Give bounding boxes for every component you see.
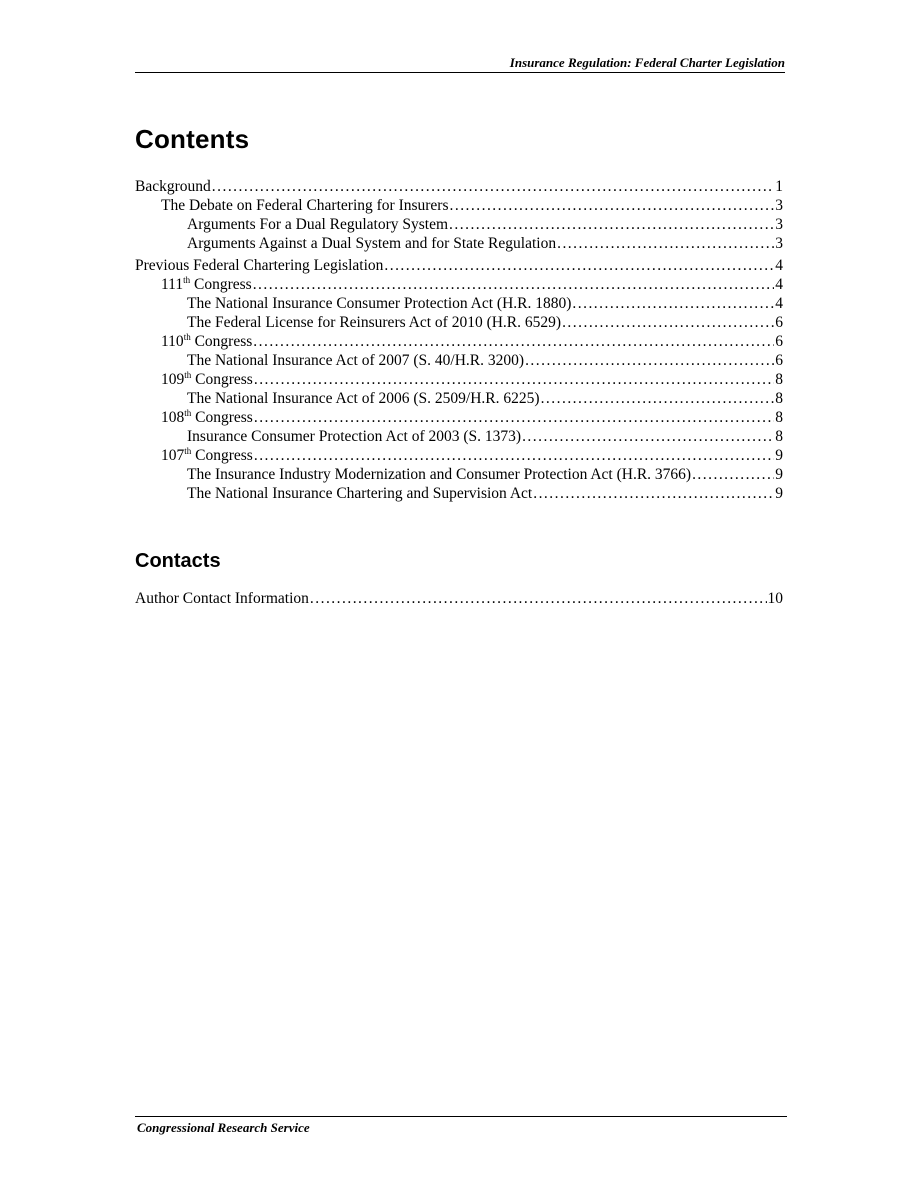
contacts-title: Contacts	[135, 550, 221, 572]
toc-entry-label: Author Contact Information	[135, 590, 309, 607]
dot-leader	[254, 370, 774, 389]
toc-entry-author-contact[interactable]	[135, 589, 783, 608]
toc-page-number: 9	[775, 447, 783, 464]
toc-entry-debate-federal-chartering[interactable]	[135, 196, 783, 215]
toc-entry-111th-congress[interactable]	[135, 275, 783, 294]
dot-leader	[557, 234, 774, 253]
running-header: Insurance Regulation: Federal Charter Legislation	[509, 55, 785, 70]
toc-entry-label: The Debate on Federal Chartering for Insurers	[161, 197, 449, 214]
congress-number: 111	[161, 276, 184, 293]
toc-entry-chartering-supervision-act[interactable]	[135, 484, 783, 503]
dot-leader	[450, 196, 775, 215]
ordinal-suffix: th	[183, 275, 191, 285]
toc-entry-s1373[interactable]	[135, 427, 783, 446]
toc-entry-label: The National Insurance Chartering and Supervision Act	[187, 485, 533, 502]
toc-entry-label: Arguments Against a Dual System and for State Regulation	[187, 235, 557, 252]
toc-page-number: 6	[775, 314, 783, 331]
toc-entry-label: The National Insurance Consumer Protection Act (H.R. 1880)	[187, 295, 572, 312]
congress-word: Congress	[190, 333, 253, 350]
toc-page-number: 8	[775, 390, 783, 407]
toc-page-number: 3	[775, 216, 783, 233]
congress-word: Congress	[191, 409, 253, 426]
toc-page-number: 6	[775, 333, 783, 350]
toc-entry-110th-congress[interactable]	[135, 332, 783, 351]
toc-entry-arguments-against-dual[interactable]	[135, 234, 783, 253]
dot-leader	[562, 313, 774, 332]
toc-page-number: 6	[775, 352, 783, 369]
toc-page-number: 4	[775, 276, 783, 293]
toc-page-number: 8	[775, 428, 783, 445]
toc-page-number: 4	[775, 295, 783, 312]
contents-title: Contents	[135, 124, 250, 154]
toc-entry-109th-congress[interactable]	[135, 370, 783, 389]
ordinal-suffix: th	[184, 408, 192, 418]
toc-entry-label: The Insurance Industry Modernization and Consumer Protection Act (H.R. 3766)	[187, 466, 692, 483]
running-footer: Congressional Research Service	[137, 1120, 310, 1135]
ordinal-suffix: th	[184, 446, 192, 456]
dot-leader	[572, 294, 774, 313]
toc-page-number: 3	[775, 197, 783, 214]
contacts-list	[135, 589, 783, 608]
ordinal-suffix: th	[184, 370, 192, 380]
toc-entry-label	[161, 370, 253, 389]
congress-number: 110	[161, 333, 184, 350]
toc-entry-label	[161, 408, 253, 427]
toc-entry-s40-hr3200[interactable]	[135, 351, 783, 370]
congress-word: Congress	[190, 276, 252, 293]
congress-word: Congress	[191, 371, 253, 388]
congress-number: 107	[161, 447, 185, 464]
dot-leader	[254, 446, 774, 465]
toc-page-number: 8	[775, 409, 783, 426]
dot-leader	[253, 275, 775, 294]
toc-entry-label: Previous Federal Chartering Legislation	[135, 257, 384, 274]
dot-leader	[212, 177, 774, 196]
toc-page-number: 3	[775, 235, 783, 252]
dot-leader	[253, 332, 774, 351]
toc-entry-label: Arguments For a Dual Regulatory System	[187, 216, 449, 233]
toc-page-number: 9	[775, 485, 783, 502]
toc-entry-label	[161, 275, 252, 294]
toc-entry-label: The National Insurance Act of 2006 (S. 2509/H.R. 6225)	[187, 390, 540, 407]
toc-entry-108th-congress[interactable]	[135, 408, 783, 427]
toc-entry-arguments-for-dual[interactable]	[135, 215, 783, 234]
congress-word: Congress	[191, 447, 253, 464]
toc-entry-previous-legislation[interactable]	[135, 256, 783, 275]
toc-page-number: 8	[775, 371, 783, 388]
toc-page-number: 9	[775, 466, 783, 483]
dot-leader	[692, 465, 774, 484]
toc-entry-background[interactable]	[135, 177, 783, 196]
toc-entry-label: Background	[135, 178, 211, 195]
toc-entry-label: The Federal License for Reinsurers Act of 2010 (H.R. 6529)	[187, 314, 562, 331]
toc-entry-label	[161, 332, 252, 351]
dot-leader	[522, 427, 774, 446]
footer-rule	[135, 1116, 787, 1117]
toc-entry-hr6529[interactable]	[135, 313, 783, 332]
toc-entry-s2509-hr6225[interactable]	[135, 389, 783, 408]
dot-leader	[525, 351, 774, 370]
toc-page-number: 10	[767, 590, 783, 607]
dot-leader	[541, 389, 775, 408]
toc-entry-hr3766[interactable]	[135, 465, 783, 484]
dot-leader	[310, 589, 767, 608]
congress-number: 108	[161, 409, 185, 426]
toc-page-number: 4	[775, 257, 783, 274]
toc-page-number: 1	[775, 178, 783, 195]
dot-leader	[449, 215, 774, 234]
toc-entry-label: Insurance Consumer Protection Act of 2003 (S. 1373)	[187, 428, 522, 445]
dot-leader	[533, 484, 774, 503]
dot-leader	[384, 256, 774, 275]
congress-number: 109	[161, 371, 185, 388]
dot-leader	[254, 408, 774, 427]
ordinal-suffix: th	[183, 332, 191, 342]
toc-entry-hr1880[interactable]	[135, 294, 783, 313]
toc-entry-label	[161, 446, 253, 465]
toc-entry-107th-congress[interactable]	[135, 446, 783, 465]
table-of-contents	[135, 177, 783, 503]
header-rule	[135, 72, 785, 73]
toc-entry-label: The National Insurance Act of 2007 (S. 40/H.R. 3200)	[187, 352, 525, 369]
